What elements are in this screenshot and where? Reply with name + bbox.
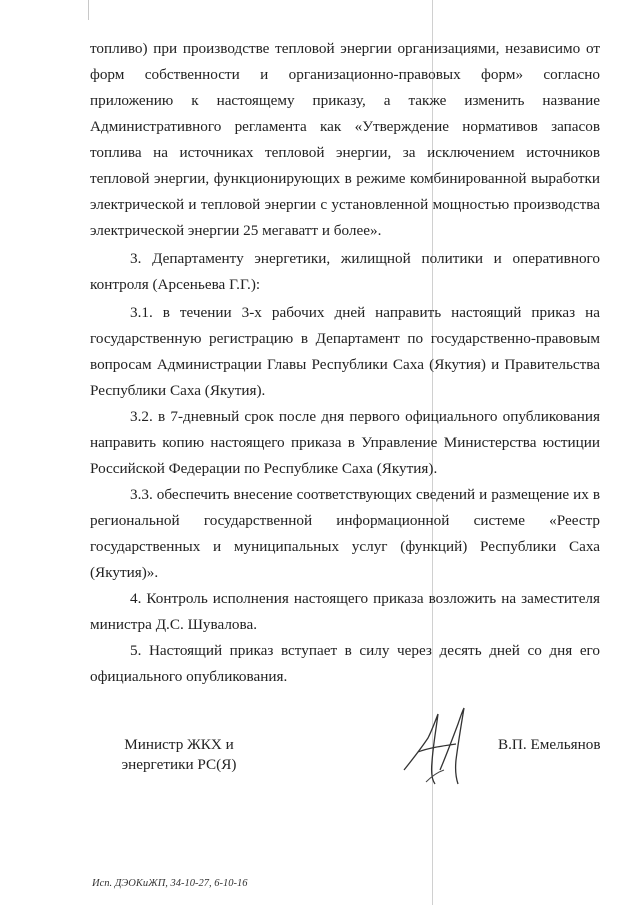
signatory-position-line1: Министр ЖКХ и (124, 736, 234, 753)
text-line: 3.3. обеспечить внесение соответствующих сведений и размещение их в (130, 486, 600, 503)
text-line: 4. Контроль исполнения настоящего приказа возложить на заместителя (130, 590, 600, 607)
text-line: топливо) при производстве тепловой энергии организациями, независимо от (90, 40, 600, 57)
signatory-position-line2: энергетики РС(Я) (121, 756, 237, 773)
text-line: контроля (Арсеньева Г.Г.): (90, 276, 261, 293)
text-line: Административного регламента как «Утверждение нормативов запасов (90, 118, 600, 135)
text-line: (Якутия)». (90, 564, 159, 581)
text-line: министра Д.С. Шувалова. (90, 616, 258, 633)
text-line: вопросам Администрации Главы Республики Саха (Якутия) и Правительства (90, 356, 600, 373)
text-line: 5. Настоящий приказ вступает в силу через десять дней со дня его (130, 642, 600, 659)
text-line: направить копию настоящего приказа в Управление Министерства юстиции (90, 434, 600, 451)
scan-edge-line (88, 0, 89, 20)
text-line: электрической и тепловой энергии с установленной мощностью производства (90, 196, 600, 213)
text-line: тепловой энергии, функционирующих в режиме комбинированной выработки (90, 170, 600, 187)
text-line: государственную регистрацию в Департамент по государственно-правовым (90, 330, 600, 347)
text-line: Российской Федерации по Республике Саха (Якутия). (90, 460, 438, 477)
text-line: 3. Департаменту энергетики, жилищной политики и оперативного (130, 250, 600, 267)
text-line: государственных и муниципальных услуг (функций) Республики Саха (90, 538, 600, 555)
signatory-name: В.П. Емельянов (498, 736, 601, 753)
text-line: приложению к настоящему приказу, а также изменить название (90, 92, 600, 109)
text-line: топлива на источниках тепловой энергии, за исключением источников (90, 144, 600, 161)
text-line: официального опубликования. (90, 668, 288, 685)
text-line: региональной государственной информационной системе «Реестр (90, 512, 600, 529)
handwritten-signature (398, 700, 478, 790)
text-line: электрической энергии 25 мегаватт и более». (90, 222, 382, 239)
executor-note: Исп. ДЭОКиЖП, 34-10-27, 6-10-16 (92, 878, 248, 889)
signatory-position (104, 735, 254, 775)
text-line: 3.1. в течении 3-х рабочих дней направить настоящий приказ на (130, 304, 600, 321)
text-line: форм собственности и организационно-правовых форм» согласно (90, 66, 600, 83)
text-line: 3.2. в 7-дневный срок после дня первого официального опубликования (130, 408, 600, 425)
text-line: Республики Саха (Якутия). (90, 382, 266, 399)
